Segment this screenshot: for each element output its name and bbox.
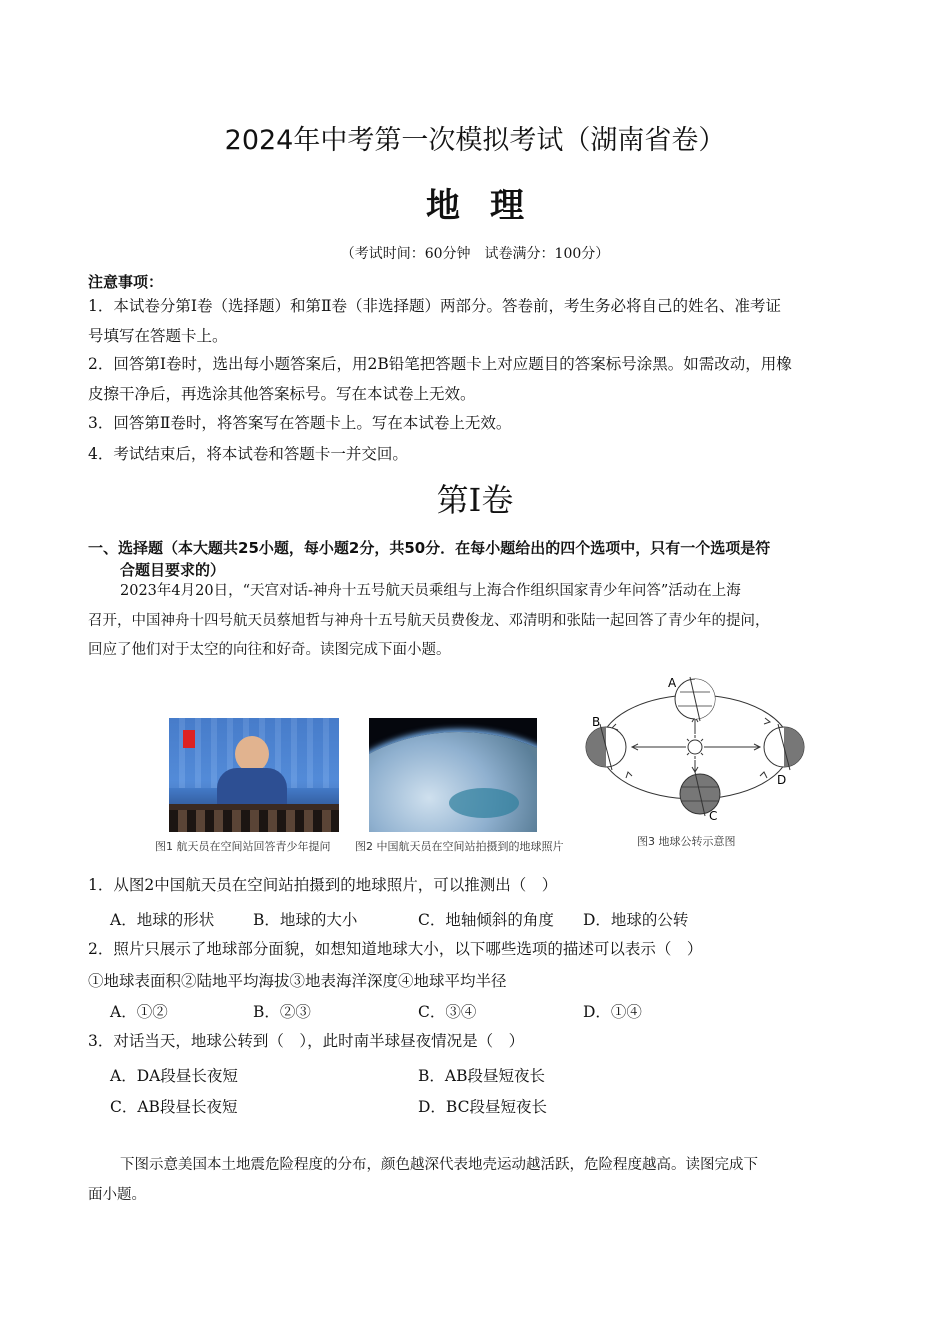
orbit-label-a: A <box>668 676 677 690</box>
subject-title: 地理 <box>426 186 554 226</box>
q2-option-b[interactable]: B．②③ <box>253 1003 311 1021</box>
exam-info: （考试时间：60分钟 试卷满分：100分） <box>340 246 610 262</box>
exam-title: 2024年中考第一次模拟考试（湖南省卷） <box>224 125 726 156</box>
q3-option-a[interactable]: A．DA段昼长夜短 <box>110 1067 238 1085</box>
passage-line: 回应了他们对于太空的向往和好奇。读图完成下面小题。 <box>88 642 451 658</box>
earth-b <box>586 724 626 770</box>
q2-option-c[interactable]: C．③④ <box>418 1003 477 1021</box>
q2-option-a[interactable]: A．①② <box>110 1003 168 1021</box>
q1-option-c[interactable]: C．地轴倾斜的角度 <box>418 911 554 929</box>
note-line: 4．考试结束后，将本试卷和答题卡一并交回。 <box>88 445 408 463</box>
earth-a <box>675 677 715 721</box>
section-title: 第Ⅰ卷 <box>436 481 514 519</box>
question-3-stem: 3．对话当天，地球公转到（ ），此时南半球昼夜情况是（ ） <box>88 1032 525 1050</box>
note-line: 1．本试卷分第Ⅰ卷（选择题）和第Ⅱ卷（非选择题）两部分。答卷前，考生务必将自己的姓名、准考证 <box>88 297 782 315</box>
figure-1-photo <box>169 718 339 832</box>
part-heading: 一、选择题（本大题共25小题，每小题2分，共50分．在每小题给出的四个选项中，只有一个选项是符 <box>88 539 771 557</box>
orbit-label-d: D <box>777 773 787 787</box>
q1-option-d[interactable]: D．地球的公转 <box>583 911 689 929</box>
question-2-stem: 2．照片只展示了地球部分面貌，如想知道地球大小，以下哪些选项的描述可以表示（ ） <box>88 940 703 958</box>
note-line: 2．回答第Ⅰ卷时，选出每小题答案后，用2B铅笔把答题卡上对应题目的答案标号涂黑。如需改动，用橡 <box>88 355 792 373</box>
next-passage-line: 面小题。 <box>88 1187 146 1203</box>
q2-option-d[interactable]: D．①④ <box>583 1003 642 1021</box>
part-heading-cont: 合题目要求的） <box>120 561 226 579</box>
figure-2-photo <box>369 718 537 832</box>
q1-option-a[interactable]: A．地球的形状 <box>110 911 215 929</box>
sun-icon <box>683 735 707 759</box>
note-line: 皮擦干净后，再选涂其他答案标号。写在本试卷上无效。 <box>88 385 476 403</box>
question-1-stem: 1．从图2中国航天员在空间站拍摄到的地球照片，可以推测出（ ） <box>88 876 558 894</box>
q1-option-b[interactable]: B．地球的大小 <box>253 911 358 929</box>
orbit-label-b: B <box>592 715 601 729</box>
note-line: 号填写在答题卡上。 <box>88 327 228 345</box>
note-line: 3．回答第Ⅱ卷时，将答案写在答题卡上。写在本试卷上无效。 <box>88 414 512 432</box>
q3-option-c[interactable]: C．AB段昼长夜短 <box>110 1098 238 1116</box>
orbit-label-c: C <box>709 809 718 823</box>
figure-3-caption: 图3 地球公转示意图 <box>637 835 736 848</box>
passage-line: 2023年4月20日，“天宫对话-神舟十五号航天员乘组与上海合作组织国家青少年问答”活动在上海 <box>120 583 741 599</box>
next-passage-line: 下图示意美国本土地震危险程度的分布，颜色越深代表地壳运动越活跃，危险程度越高。读图完成下 <box>120 1157 758 1173</box>
figure-2-caption: 图2 中国航天员在空间站拍摄到的地球照片 <box>355 840 564 853</box>
question-2-items: ①地球表面积②陆地平均海拔③地表海洋深度④地球平均半径 <box>88 972 507 990</box>
figure-3-orbit-diagram <box>580 672 810 830</box>
q3-option-b[interactable]: B．AB段昼短夜长 <box>418 1067 545 1085</box>
passage-line: 召开，中国神舟十四号航天员蔡旭哲与神舟十五号航天员费俊龙、邓清明和张陆一起回答了青少年的提问， <box>88 613 770 629</box>
earth-d <box>764 724 804 770</box>
notes-heading: 注意事项： <box>88 273 164 291</box>
figure-1-caption: 图1 航天员在空间站回答青少年提问 <box>155 840 331 853</box>
q3-option-d[interactable]: D．BC段昼短夜长 <box>418 1098 547 1116</box>
